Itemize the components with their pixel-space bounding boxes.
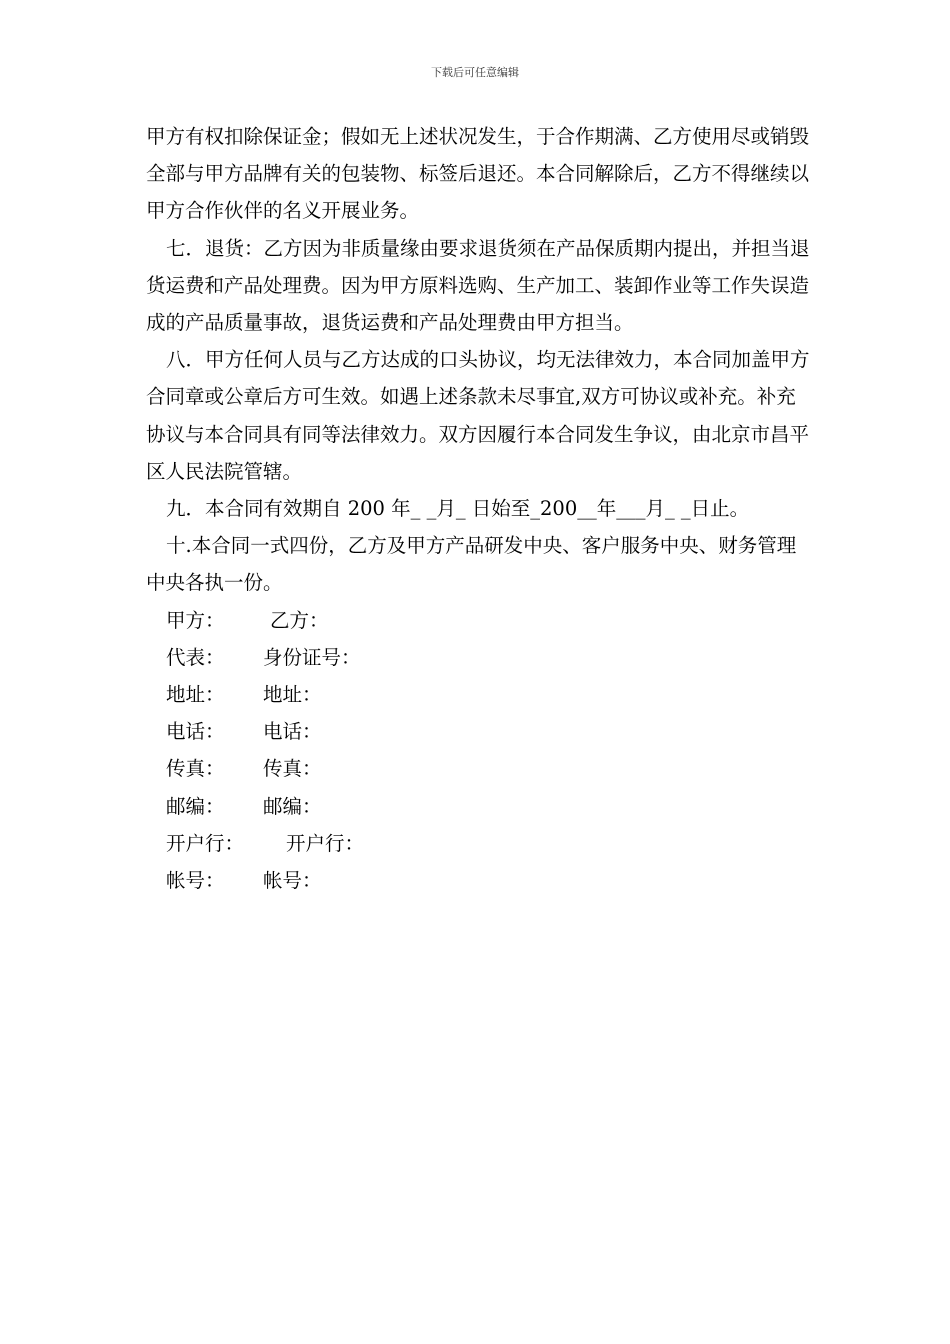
party-b-label: 乙方： [270,608,329,632]
signature-row-address [146,676,814,713]
party-b-bank-label: 开户行： [286,831,365,855]
paragraph-clause-10-copies: 十.本合同一式四份，乙方及甲方产品研发中央、客户服务中央、财务管理中央各执一份。 [146,534,797,595]
page-header: 下载后可任意编辑 [431,66,519,79]
paragraph-deposit-clause: 甲方有权扣除保证金；假如无上述状况发生，于合作期满、乙方使用尽或销毁全部与甲方品牌有关的包装物、标签后退还。本合同解除后，乙方不得继续以甲方合作伙伴的名义开展业务。 [146,125,810,223]
signature-block [146,602,814,900]
paragraph-clause-7-returns: 七．退货：乙方因为非质量缘由要求退货须在产品保质期内提出，并担当退货运费和产品处理费。因为甲方原料选购、生产加工、装卸作业等工作失误造成的产品质量事故，退货运费和产品处理费由甲方担当。 [146,236,810,335]
party-b-phone-label: 电话： [263,720,322,744]
paragraph-clause-8-agreements: 八．甲方任何人员与乙方达成的口头协议，均无法律效力，本合同加盖甲方合同章或公章后方可生效。如遇上述条款未尽事宜,双方可协议或补充。补充协议与本合同具有同等法律效力。双方因履行本合同发生争议，由北京市昌平区人民法院管辖。 [146,348,810,483]
contract-body [146,118,814,899]
party-b-account-label: 帐号： [263,868,322,892]
signature-row-party [146,602,814,639]
party-a-phone-label: 电话： [166,720,225,744]
party-a-label: 甲方： [166,608,225,632]
party-b-address-label: 地址： [263,683,322,707]
party-a-account-label: 帐号： [166,868,225,892]
party-a-representative-label: 代表： [166,645,225,669]
party-b-fax-label: 传真： [263,757,322,781]
party-a-address-label: 地址： [166,683,225,707]
party-b-id-number-label: 身份证号： [263,645,361,669]
party-a-fax-label: 传真： [166,757,225,781]
signature-row-postcode [146,788,814,825]
party-b-postcode-label: 邮编： [263,794,322,818]
party-a-bank-label: 开户行： [166,831,245,855]
signature-row-bank [146,825,814,862]
signature-row-fax [146,750,814,787]
signature-row-representative [146,639,814,676]
paragraph-clause-9-term: 九．本合同有效期自 200 年_ _月_ 日始至_200__年___月_ _日止。 [166,497,750,521]
party-a-postcode-label: 邮编： [166,794,225,818]
signature-row-phone [146,713,814,750]
signature-row-account [146,862,814,899]
